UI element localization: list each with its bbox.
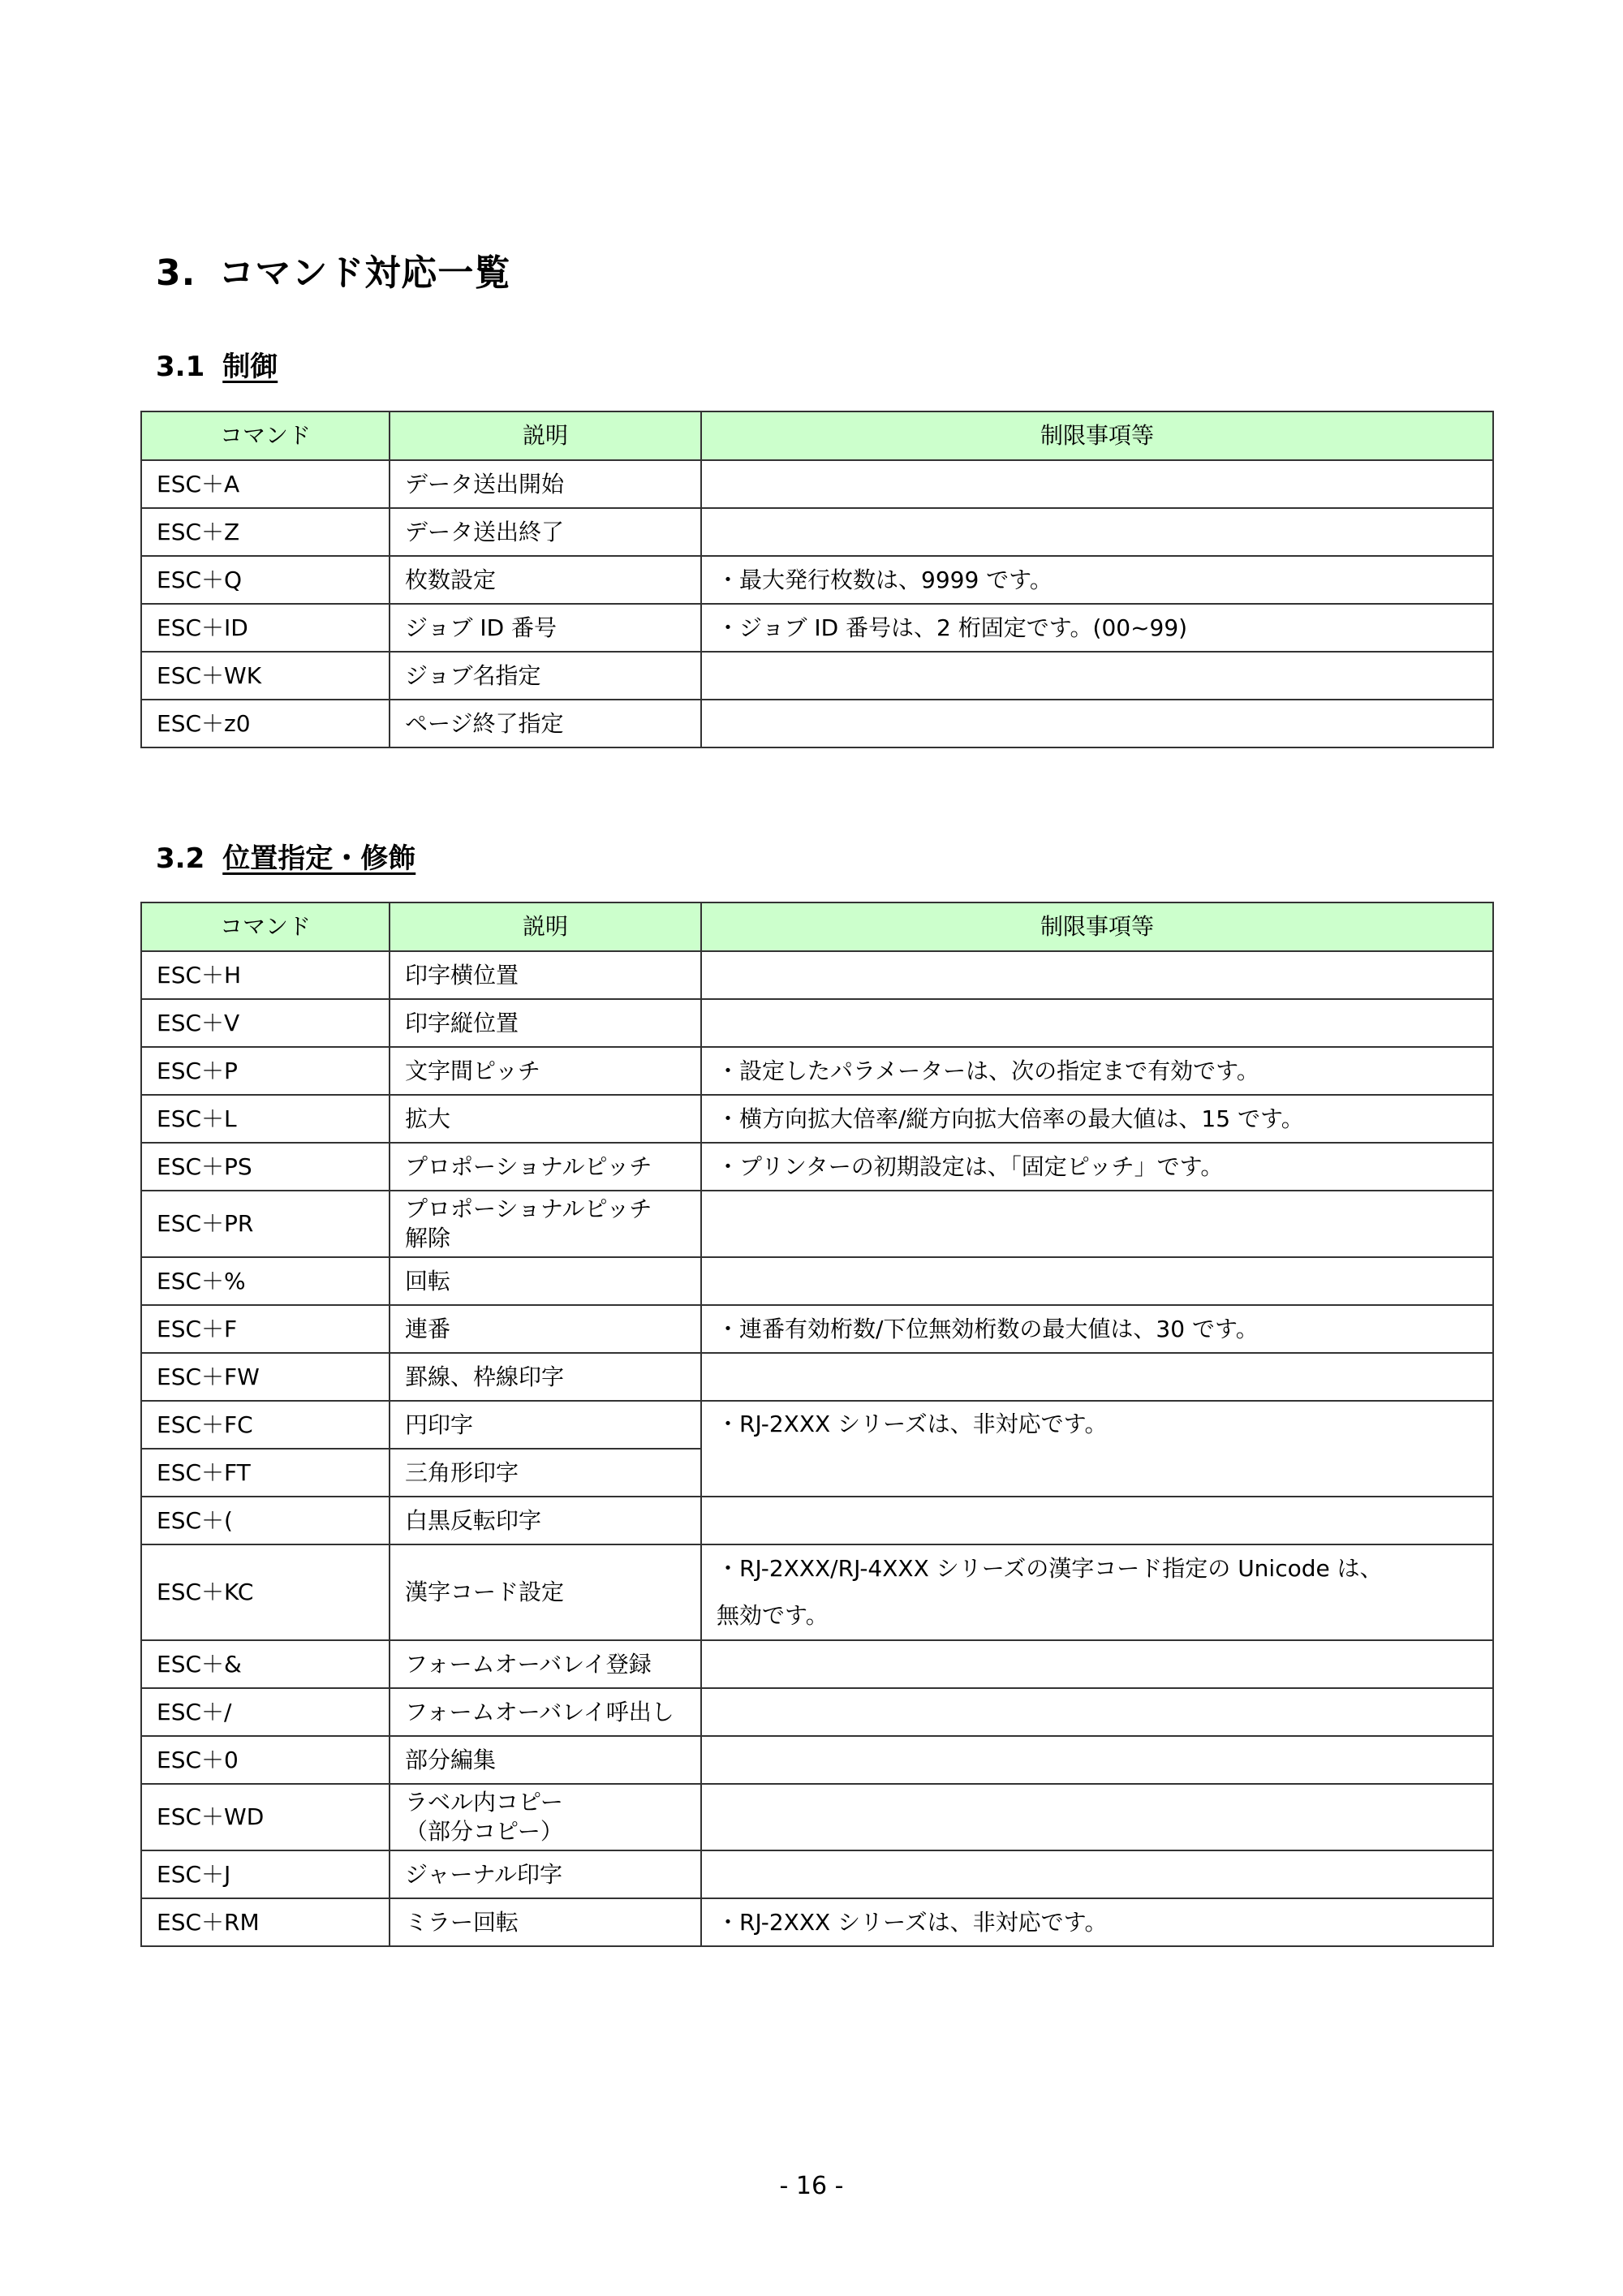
section-heading-control	[156, 344, 278, 384]
table-row	[141, 1095, 1493, 1143]
description-cell: ジャーナル印字	[390, 1850, 701, 1898]
note-cell	[701, 1353, 1493, 1401]
command-cell: ESC＋KC	[141, 1544, 390, 1640]
description-cell: 三角形印字	[390, 1449, 701, 1497]
note-cell: ・プリンターの初期設定は、「固定ピッチ」です。	[701, 1143, 1493, 1191]
header-command: コマンド	[141, 902, 390, 951]
description-cell: ページ終了指定	[390, 700, 701, 747]
section-heading-position	[156, 836, 415, 876]
description-line: （部分コピー）	[405, 1818, 563, 1845]
header-restrictions: 制限事項等	[701, 902, 1493, 951]
command-cell: ESC＋&	[141, 1640, 390, 1688]
table-row	[141, 951, 1493, 999]
table-header-row	[141, 411, 1493, 460]
section-title: 制御	[222, 351, 278, 383]
control-command-table	[140, 411, 1494, 748]
description-cell: 回転	[390, 1257, 701, 1305]
description-cell: フォームオーバレイ登録	[390, 1640, 701, 1688]
section-number: 3.2	[156, 842, 205, 875]
table-row	[141, 1640, 1493, 1688]
description-cell: ジョブ名指定	[390, 652, 701, 700]
note-cell	[701, 508, 1493, 556]
table-row	[141, 604, 1493, 652]
table-row	[141, 1305, 1493, 1353]
page-number: - 16 -	[779, 2172, 844, 2200]
header-description: 説明	[390, 411, 701, 460]
description-cell: データ送出開始	[390, 460, 701, 508]
note-cell	[701, 1688, 1493, 1736]
note-cell: ・最大発行枚数は、9999 です。	[701, 556, 1493, 604]
table-row	[141, 1257, 1493, 1305]
description-cell: 印字縦位置	[390, 999, 701, 1047]
command-cell: ESC＋WK	[141, 652, 390, 700]
position-command-table	[140, 902, 1494, 1947]
table-row	[141, 1736, 1493, 1784]
table-row	[141, 1143, 1493, 1191]
command-cell: ESC＋WD	[141, 1784, 390, 1850]
section-number: 3.1	[156, 351, 205, 383]
note-cell	[701, 700, 1493, 747]
description-cell: ジョブ ID 番号	[390, 604, 701, 652]
command-cell: ESC＋Z	[141, 508, 390, 556]
command-cell: ESC＋PR	[141, 1191, 390, 1257]
table-row	[141, 999, 1493, 1047]
description-cell: 拡大	[390, 1095, 701, 1143]
description-cell: 印字横位置	[390, 951, 701, 999]
note-cell: ・連番有効桁数/下位無効桁数の最大値は、30 です。	[701, 1305, 1493, 1353]
description-cell: 部分編集	[390, 1736, 701, 1784]
page-heading	[156, 243, 510, 295]
description-cell: ミラー回転	[390, 1898, 701, 1946]
command-cell: ESC＋RM	[141, 1898, 390, 1946]
command-cell: ESC＋FW	[141, 1353, 390, 1401]
table-row	[141, 1850, 1493, 1898]
description-cell: フォームオーバレイ呼出し	[390, 1688, 701, 1736]
description-line: ラベル内コピー	[405, 1789, 563, 1816]
table-row	[141, 1784, 1493, 1850]
table-row	[141, 1353, 1493, 1401]
description-line: プロポーショナルピッチ	[405, 1195, 652, 1222]
header-restrictions: 制限事項等	[701, 411, 1493, 460]
description-cell	[390, 1784, 701, 1850]
note-line: 無効です。	[717, 1602, 829, 1629]
command-cell: ESC＋H	[141, 951, 390, 999]
note-cell	[701, 1736, 1493, 1784]
note-cell	[701, 1257, 1493, 1305]
heading-number: 3.	[156, 252, 196, 294]
note-cell: ・RJ-2XXX シリーズは、非対応です。	[701, 1401, 1493, 1497]
command-cell: ESC＋0	[141, 1736, 390, 1784]
table-row	[141, 460, 1493, 508]
note-cell: ・設定したパラメーターは、次の指定まで有効です。	[701, 1047, 1493, 1095]
command-cell: ESC＋F	[141, 1305, 390, 1353]
command-cell: ESC＋Q	[141, 556, 390, 604]
command-cell: ESC＋L	[141, 1095, 390, 1143]
command-cell: ESC＋V	[141, 999, 390, 1047]
description-cell: 白黒反転印字	[390, 1497, 701, 1544]
command-cell: ESC＋A	[141, 460, 390, 508]
note-cell	[701, 1544, 1493, 1640]
table-row	[141, 1047, 1493, 1095]
table-row	[141, 1191, 1493, 1257]
command-cell: ESC＋FT	[141, 1449, 390, 1497]
description-cell: 罫線、枠線印字	[390, 1353, 701, 1401]
description-cell	[390, 1191, 701, 1257]
description-cell: 連番	[390, 1305, 701, 1353]
note-cell	[701, 460, 1493, 508]
command-cell: ESC＋FC	[141, 1401, 390, 1449]
note-cell	[701, 951, 1493, 999]
command-cell: ESC＋%	[141, 1257, 390, 1305]
note-cell	[701, 1640, 1493, 1688]
table-row	[141, 556, 1493, 604]
description-cell: 枚数設定	[390, 556, 701, 604]
note-cell	[701, 1784, 1493, 1850]
command-cell: ESC＋P	[141, 1047, 390, 1095]
table-row	[141, 508, 1493, 556]
table-row	[141, 1497, 1493, 1544]
command-cell: ESC＋J	[141, 1850, 390, 1898]
command-cell: ESC＋z0	[141, 700, 390, 747]
description-cell: 漢字コード設定	[390, 1544, 701, 1640]
table-row	[141, 700, 1493, 747]
section-title: 位置指定・修飾	[222, 842, 416, 875]
table-row	[141, 1898, 1493, 1946]
command-cell: ESC＋PS	[141, 1143, 390, 1191]
note-cell: ・RJ-2XXX シリーズは、非対応です。	[701, 1898, 1493, 1946]
note-line: ・RJ-2XXX/RJ-4XXX シリーズの漢字コード指定の Unicode は、	[717, 1555, 1383, 1582]
description-cell: データ送出終了	[390, 508, 701, 556]
description-cell: 文字間ピッチ	[390, 1047, 701, 1095]
description-cell: プロポーショナルピッチ	[390, 1143, 701, 1191]
table-row	[141, 652, 1493, 700]
table-row	[141, 1544, 1493, 1640]
table-row	[141, 1401, 1493, 1449]
header-command: コマンド	[141, 411, 390, 460]
note-cell	[701, 652, 1493, 700]
note-cell	[701, 1850, 1493, 1898]
note-cell	[701, 1497, 1493, 1544]
note-cell: ・横方向拡大倍率/縦方向拡大倍率の最大値は、15 です。	[701, 1095, 1493, 1143]
description-line: 解除	[405, 1225, 451, 1251]
header-description: 説明	[390, 902, 701, 951]
table-header-row	[141, 902, 1493, 951]
note-cell: ・ジョブ ID 番号は、2 桁固定です。(00~99)	[701, 604, 1493, 652]
note-cell	[701, 1191, 1493, 1257]
command-cell: ESC＋ID	[141, 604, 390, 652]
description-cell: 円印字	[390, 1401, 701, 1449]
command-cell: ESC＋/	[141, 1688, 390, 1736]
heading-title: コマンド対応一覧	[218, 252, 511, 294]
command-cell: ESC＋(	[141, 1497, 390, 1544]
table-row	[141, 1688, 1493, 1736]
note-cell	[701, 999, 1493, 1047]
